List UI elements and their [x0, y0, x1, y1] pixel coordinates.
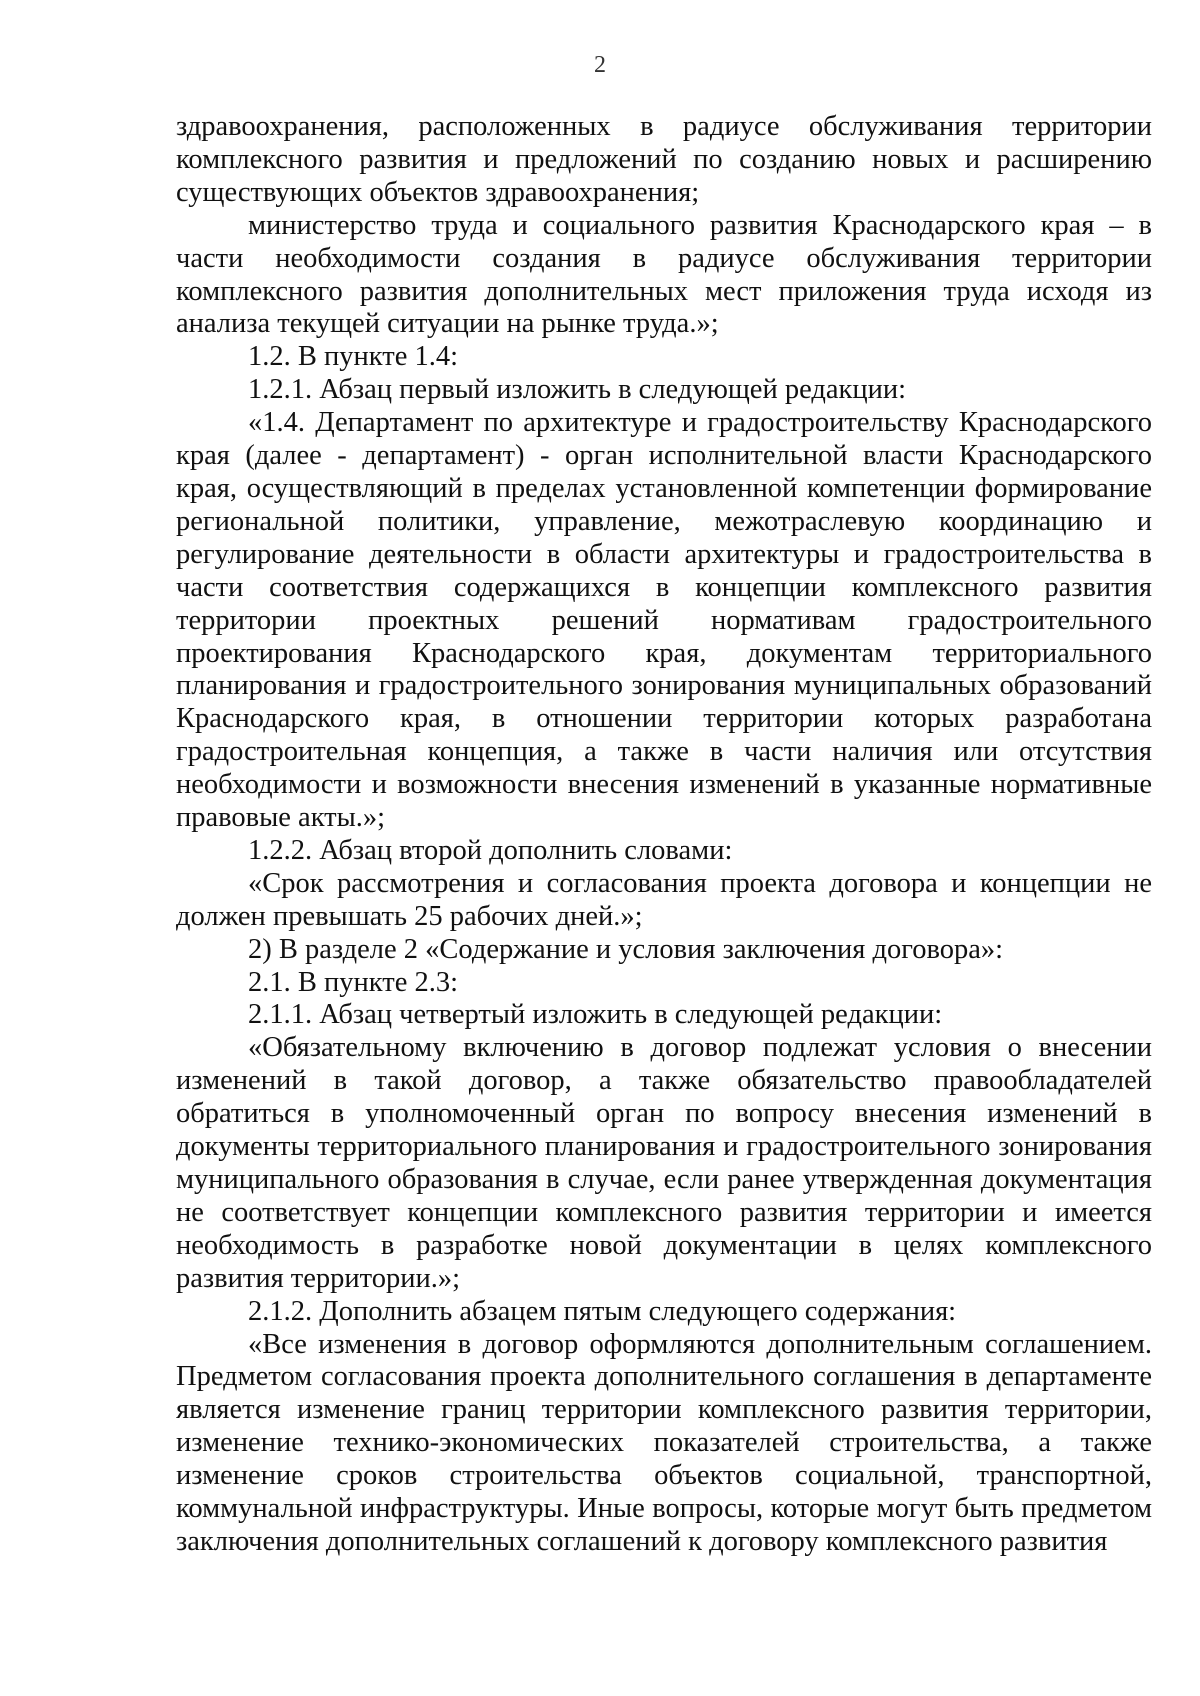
paragraph-p11: «Обязательному включению в договор подлежат условия о внесении изменений в такой договор, а также обязательство правообладателей обратиться в уполномоченный орган по вопросу внесения изменений в документы территориального планирования и градостроительного зонирования муниципального образования в случае, если ранее утвержденная документация не соответствует концепции комплексного развития территории и имеется необходимость в разработке новой документации в целях комплексного развития территории.»; [176, 1032, 1152, 1294]
paragraph-p01: здравоохранения, расположенных в радиусе обслуживания территории комплексного развития и предложений по созданию новых и расширению существующих объектов здравоохранения; [176, 111, 1152, 208]
paragraph-p04: 1.2.1. Абзац первый изложить в следующей редакции: [248, 374, 907, 406]
paragraph-p07: «Срок рассмотрения и согласования проекта договора и концепции не должен превышать 25 рабочих дней.»; [176, 867, 1152, 932]
page-number: 2 [594, 52, 606, 78]
paragraph-p06: 1.2.2. Абзац второй дополнить словами: [248, 834, 733, 866]
paragraph-p10: 2.1.1. Абзац четвертый изложить в следующей редакции: [248, 999, 943, 1031]
paragraph-p08: 2) В разделе 2 «Содержание и условия заключения договора»: [248, 933, 1004, 965]
paragraph-p03: 1.2. В пункте 1.4: [248, 341, 459, 373]
paragraph-p02: министерство труда и социального развития Краснодарского края – в части необходимости создания в радиусе обслуживания территории комплексного развития дополнительных мест приложения труда исходя из анализа текущей ситуации на рынке труда.»; [176, 209, 1152, 340]
document-body [176, 111, 1152, 1559]
paragraph-p09: 2.1. В пункте 2.3: [248, 966, 459, 998]
paragraph-p05: «1.4. Департамент по архитектуре и градостроительству Краснодарского края (далее - департамент) - орган исполнительной власти Краснодарского края, осуществляющий в пределах установленной компетенции формирование региональной политики, управление, межотраслевую координацию и регулирование деятельности в области архитектуры и градостроительства в части соответствия содержащихся в концепции комплексного развития территории проектных решений нормативам градостроительного проектирования Краснодарского края, документам территориального планирования и градостроительного зонирования муниципальных образований Краснодарского края, в отношении территории которых разработана градостроительная концепция, а также в части наличия или отсутствия необходимости и возможности внесения изменений в указанные нормативные правовые акты.»; [176, 407, 1152, 834]
paragraph-p12: 2.1.2. Дополнить абзацем пятым следующего содержания: [248, 1295, 957, 1327]
paragraph-p13: «Все изменения в договор оформляются дополнительным соглашением. Предметом согласования проекта дополнительного соглашения в департаменте является изменение границ территории комплексного развития территории, изменение технико-экономических показателей строительства, а также изменение сроков строительства объектов социальной, транспортной, коммунальной инфраструктуры. Иные вопросы, которые могут быть предметом заключения дополнительных соглашений к договору комплексного развития [176, 1328, 1152, 1557]
